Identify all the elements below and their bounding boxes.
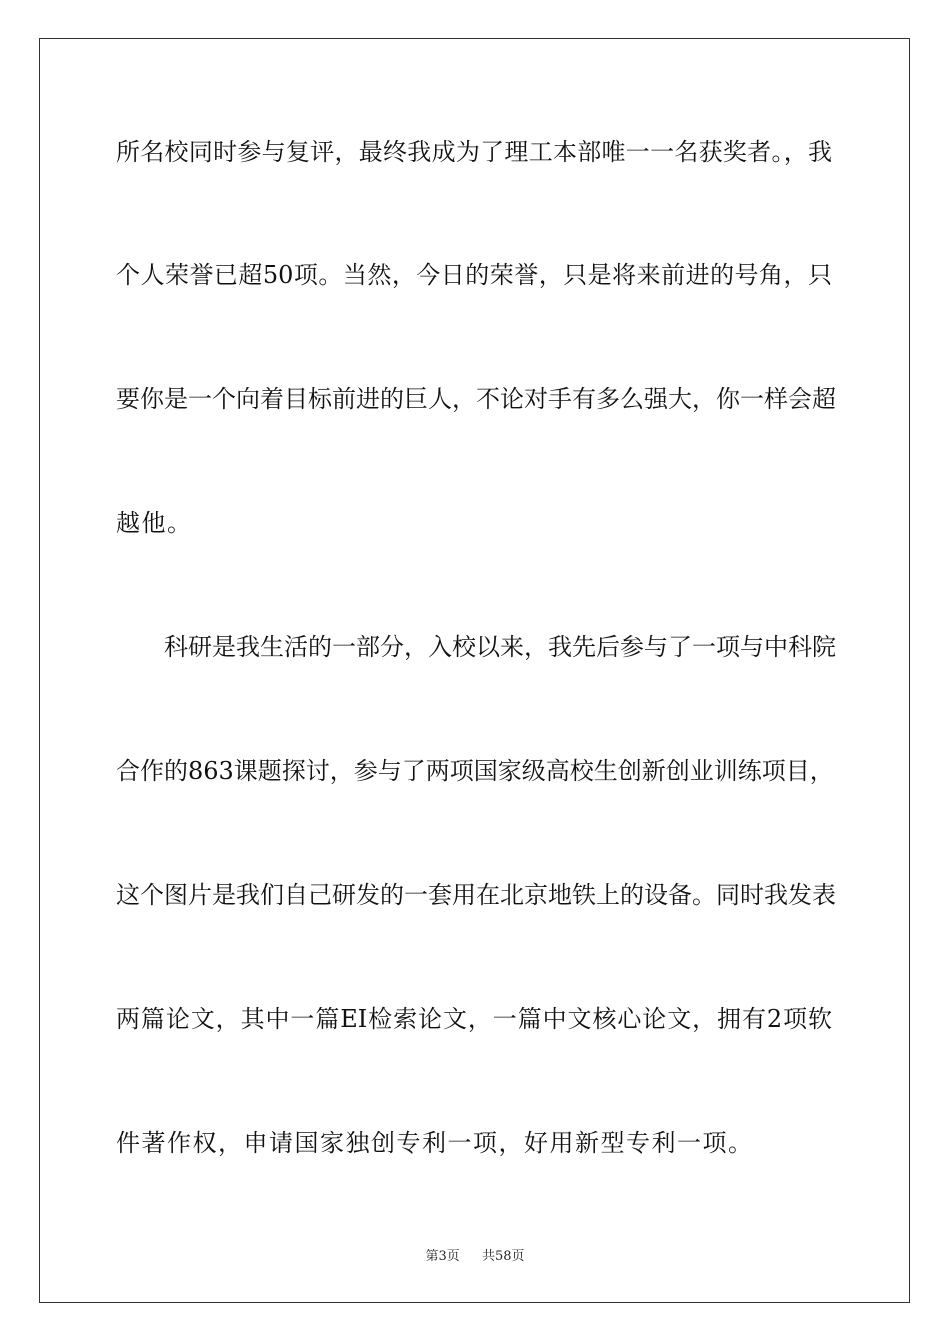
text-line-4: 越他。 bbox=[116, 509, 193, 537]
page-total: 共58页 bbox=[482, 1249, 525, 1264]
text-line-8: 两篇论文，其中一篇EI检索论文，一篇中文核心论文，拥有2项软 bbox=[116, 1005, 832, 1033]
text-line-3: 要你是一个向着目标前进的巨人，不论对手有多么强大，你一样会超 bbox=[116, 385, 836, 413]
text-line-5-paragraph-start: 科研是我生活的一部分，入校以来，我先后参与了一项与中科院 bbox=[164, 633, 836, 661]
page-number: 第3页 bbox=[425, 1249, 460, 1264]
text-line-1: 所名校同时参与复评，最终我成为了理工本部唯一一名获奖者。，我 bbox=[116, 138, 832, 166]
text-line-2: 个人荣誉已超50项。当然，今日的荣誉，只是将来前进的号角，只 bbox=[116, 261, 832, 289]
page-border bbox=[39, 38, 910, 1303]
text-line-9: 件著作权，申请国家独创专利一项，好用新型专利一项。 bbox=[116, 1129, 754, 1157]
text-line-7: 这个图片是我们自己研发的一套用在北京地铁上的设备。同时我发表 bbox=[116, 881, 836, 909]
text-line-6: 合作的863课题探讨，参与了两项国家级高校生创新创业训练项目， bbox=[116, 757, 834, 785]
page-footer bbox=[0, 1248, 950, 1266]
